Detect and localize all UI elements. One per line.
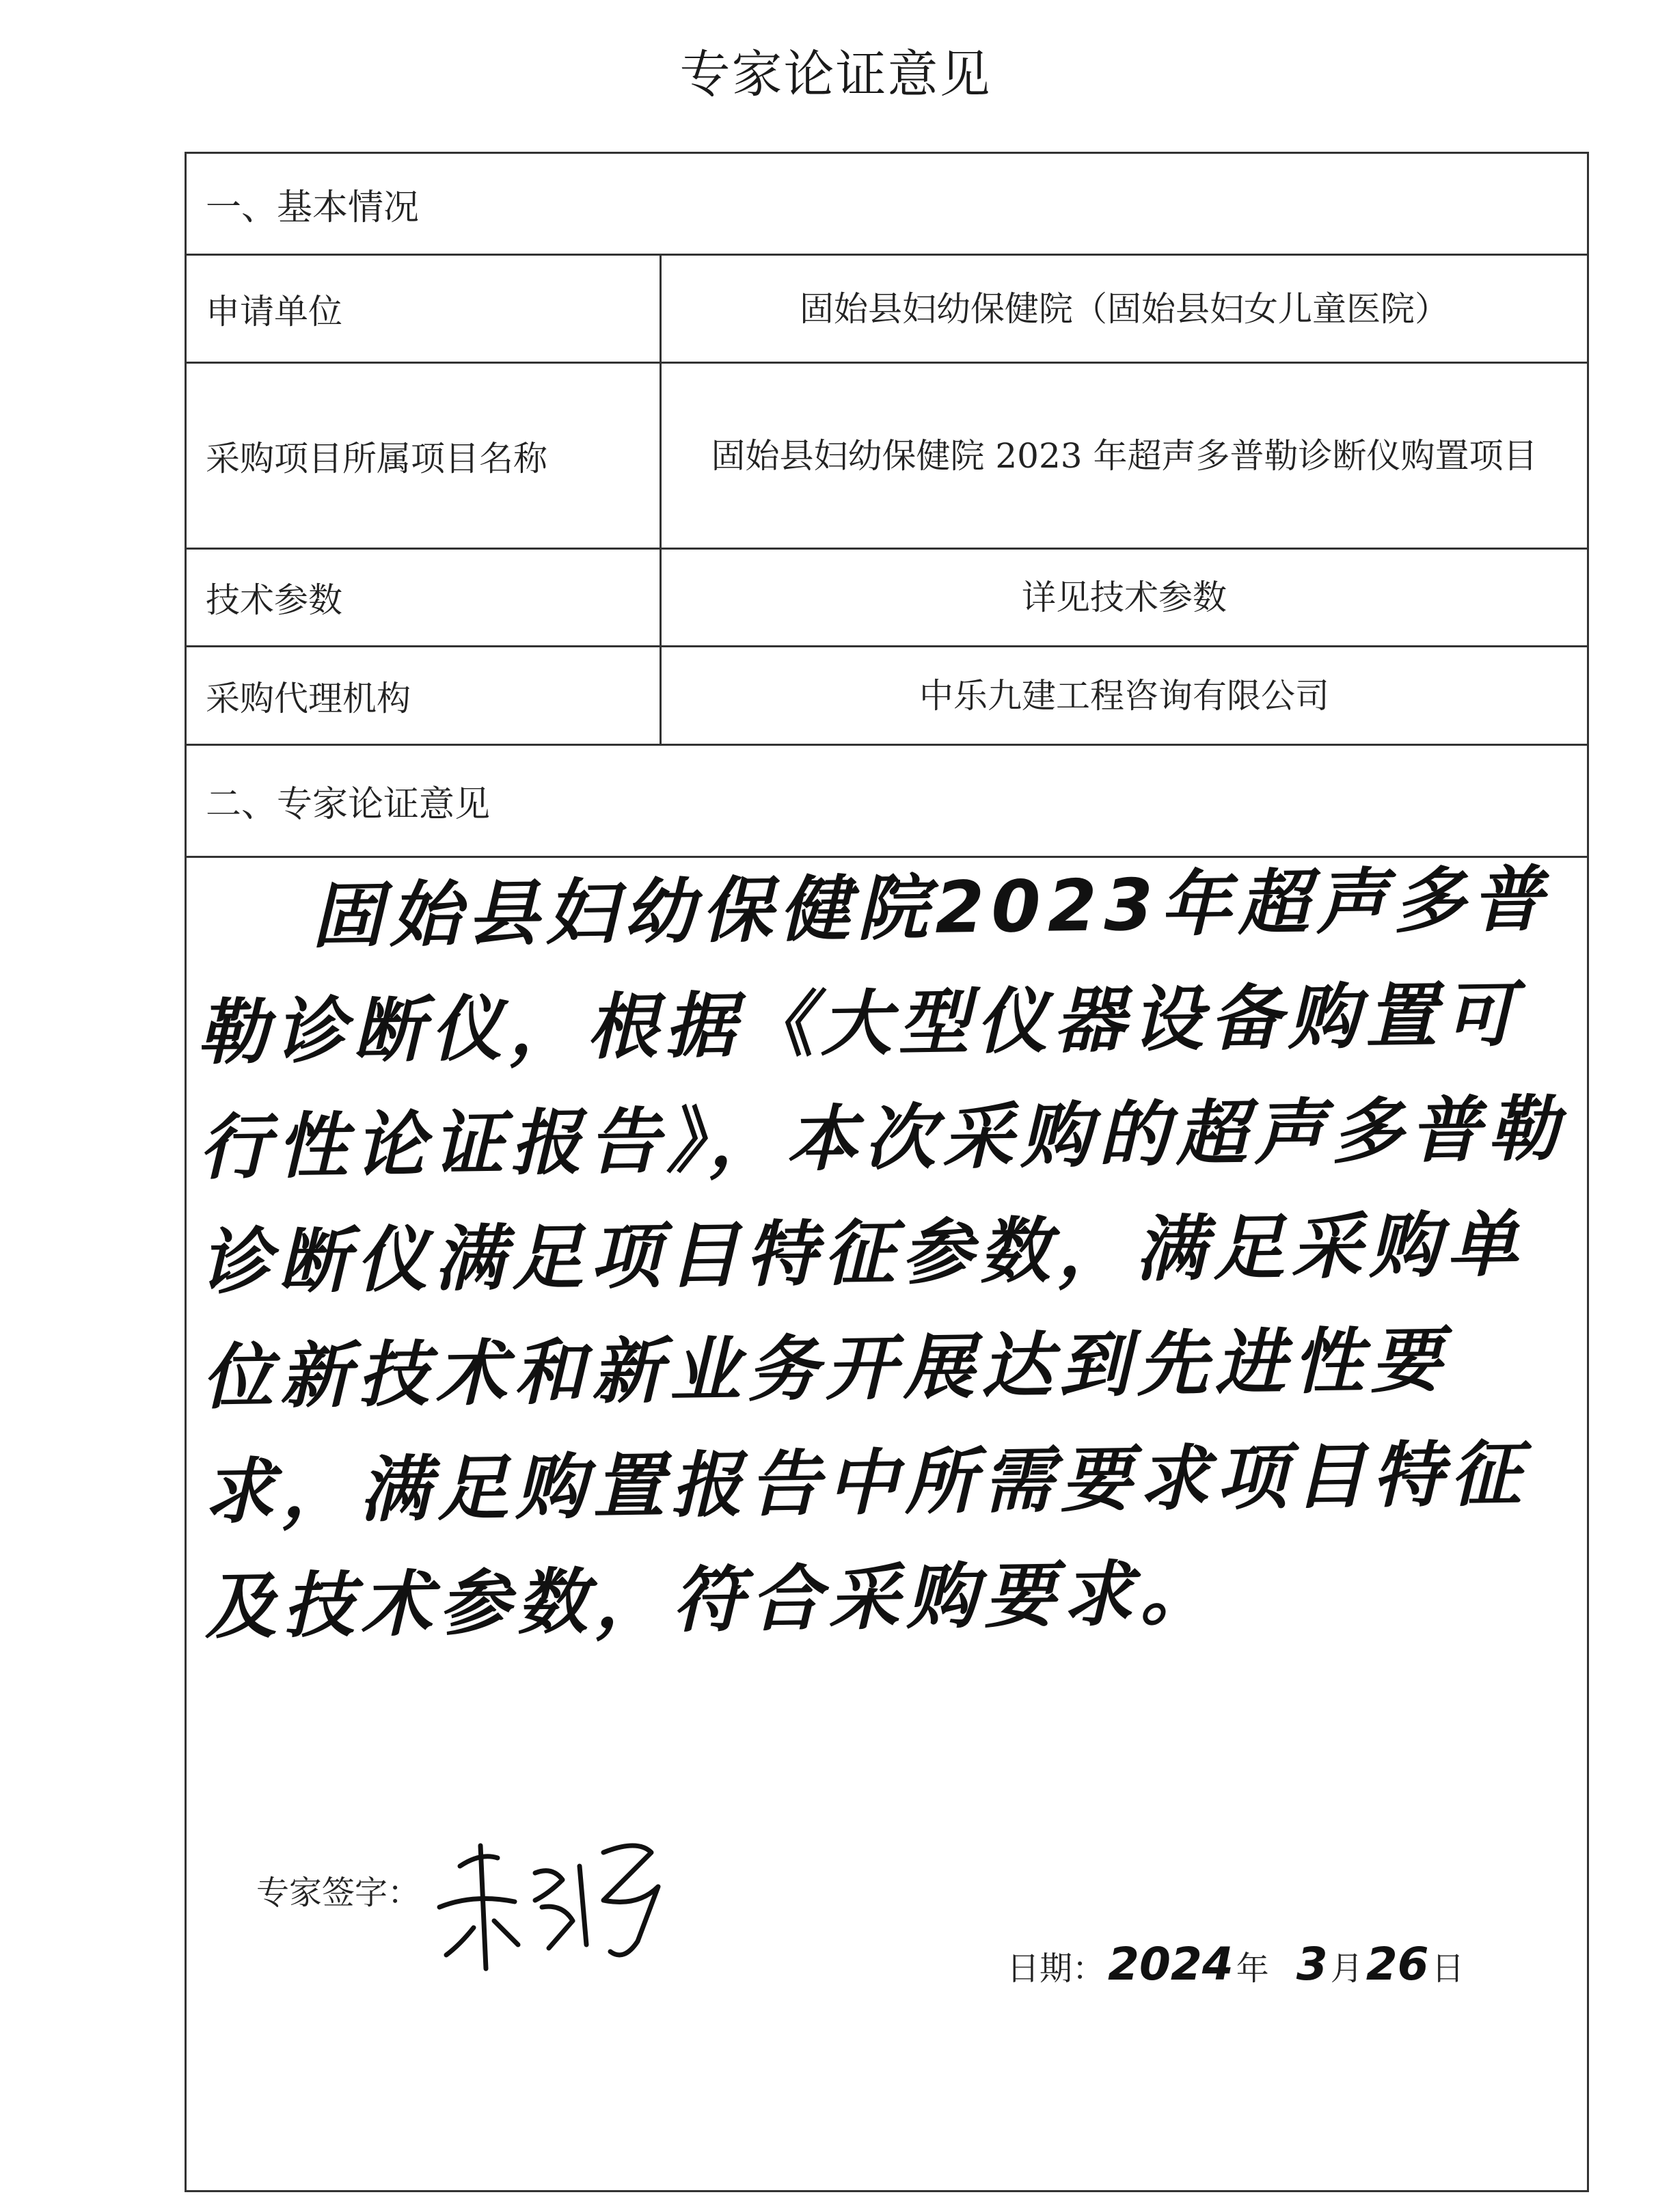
applicant-label: 申请单位 xyxy=(187,256,662,362)
row-tech-params xyxy=(187,550,1587,647)
signature-label: 专家签字： xyxy=(256,1874,421,1912)
applicant-value: 固始县妇幼保健院（固始县妇女儿童医院） xyxy=(800,288,1449,329)
date-year: 2024 xyxy=(1108,1938,1234,1991)
project-name-value: 固始县妇幼保健院 2023 年超声多普勒诊断仪购置项目 xyxy=(711,435,1538,476)
row-project-name xyxy=(187,364,1587,550)
opinion-form xyxy=(185,152,1589,2192)
date-day: 26 xyxy=(1366,1938,1429,1991)
row-applicant xyxy=(187,256,1587,364)
expert-opinion-handwriting: 固始县妇幼保健院2023年超声多普勒诊断仪，根据《大型仪器设备购置可行性论证报告》，本次采购的超声多普勒诊断仪满足项目特征参数，满足采购单位新技术和新业务开展达到先进性要求，满足购置报告中所需要求项目特征及技术参数，符合采购要求。 xyxy=(196,857,1566,1649)
date-line xyxy=(1007,1938,1465,1991)
tech-params-label: 技术参数 xyxy=(187,550,662,645)
expert-signature xyxy=(433,1825,679,1982)
agency-value: 中乐九建工程咨询有限公司 xyxy=(919,675,1329,716)
date-label: 日期： xyxy=(1007,1950,1106,1988)
section-basic-heading: 一、基本情况 xyxy=(187,154,1587,256)
date-month: 3 xyxy=(1296,1938,1328,1991)
section-opinion-heading: 二、专家论证意见 xyxy=(187,746,1587,858)
date-day-unit: 日 xyxy=(1431,1950,1465,1988)
date-year-unit: 年 xyxy=(1236,1950,1269,1988)
tech-params-value: 详见技术参数 xyxy=(1022,578,1227,617)
date-month-unit: 月 xyxy=(1330,1950,1363,1988)
page-title: 专家论证意见 xyxy=(679,45,992,104)
row-agency xyxy=(187,647,1587,746)
project-name-label: 采购项目所属项目名称 xyxy=(187,364,662,548)
agency-label: 采购代理机构 xyxy=(187,647,662,744)
